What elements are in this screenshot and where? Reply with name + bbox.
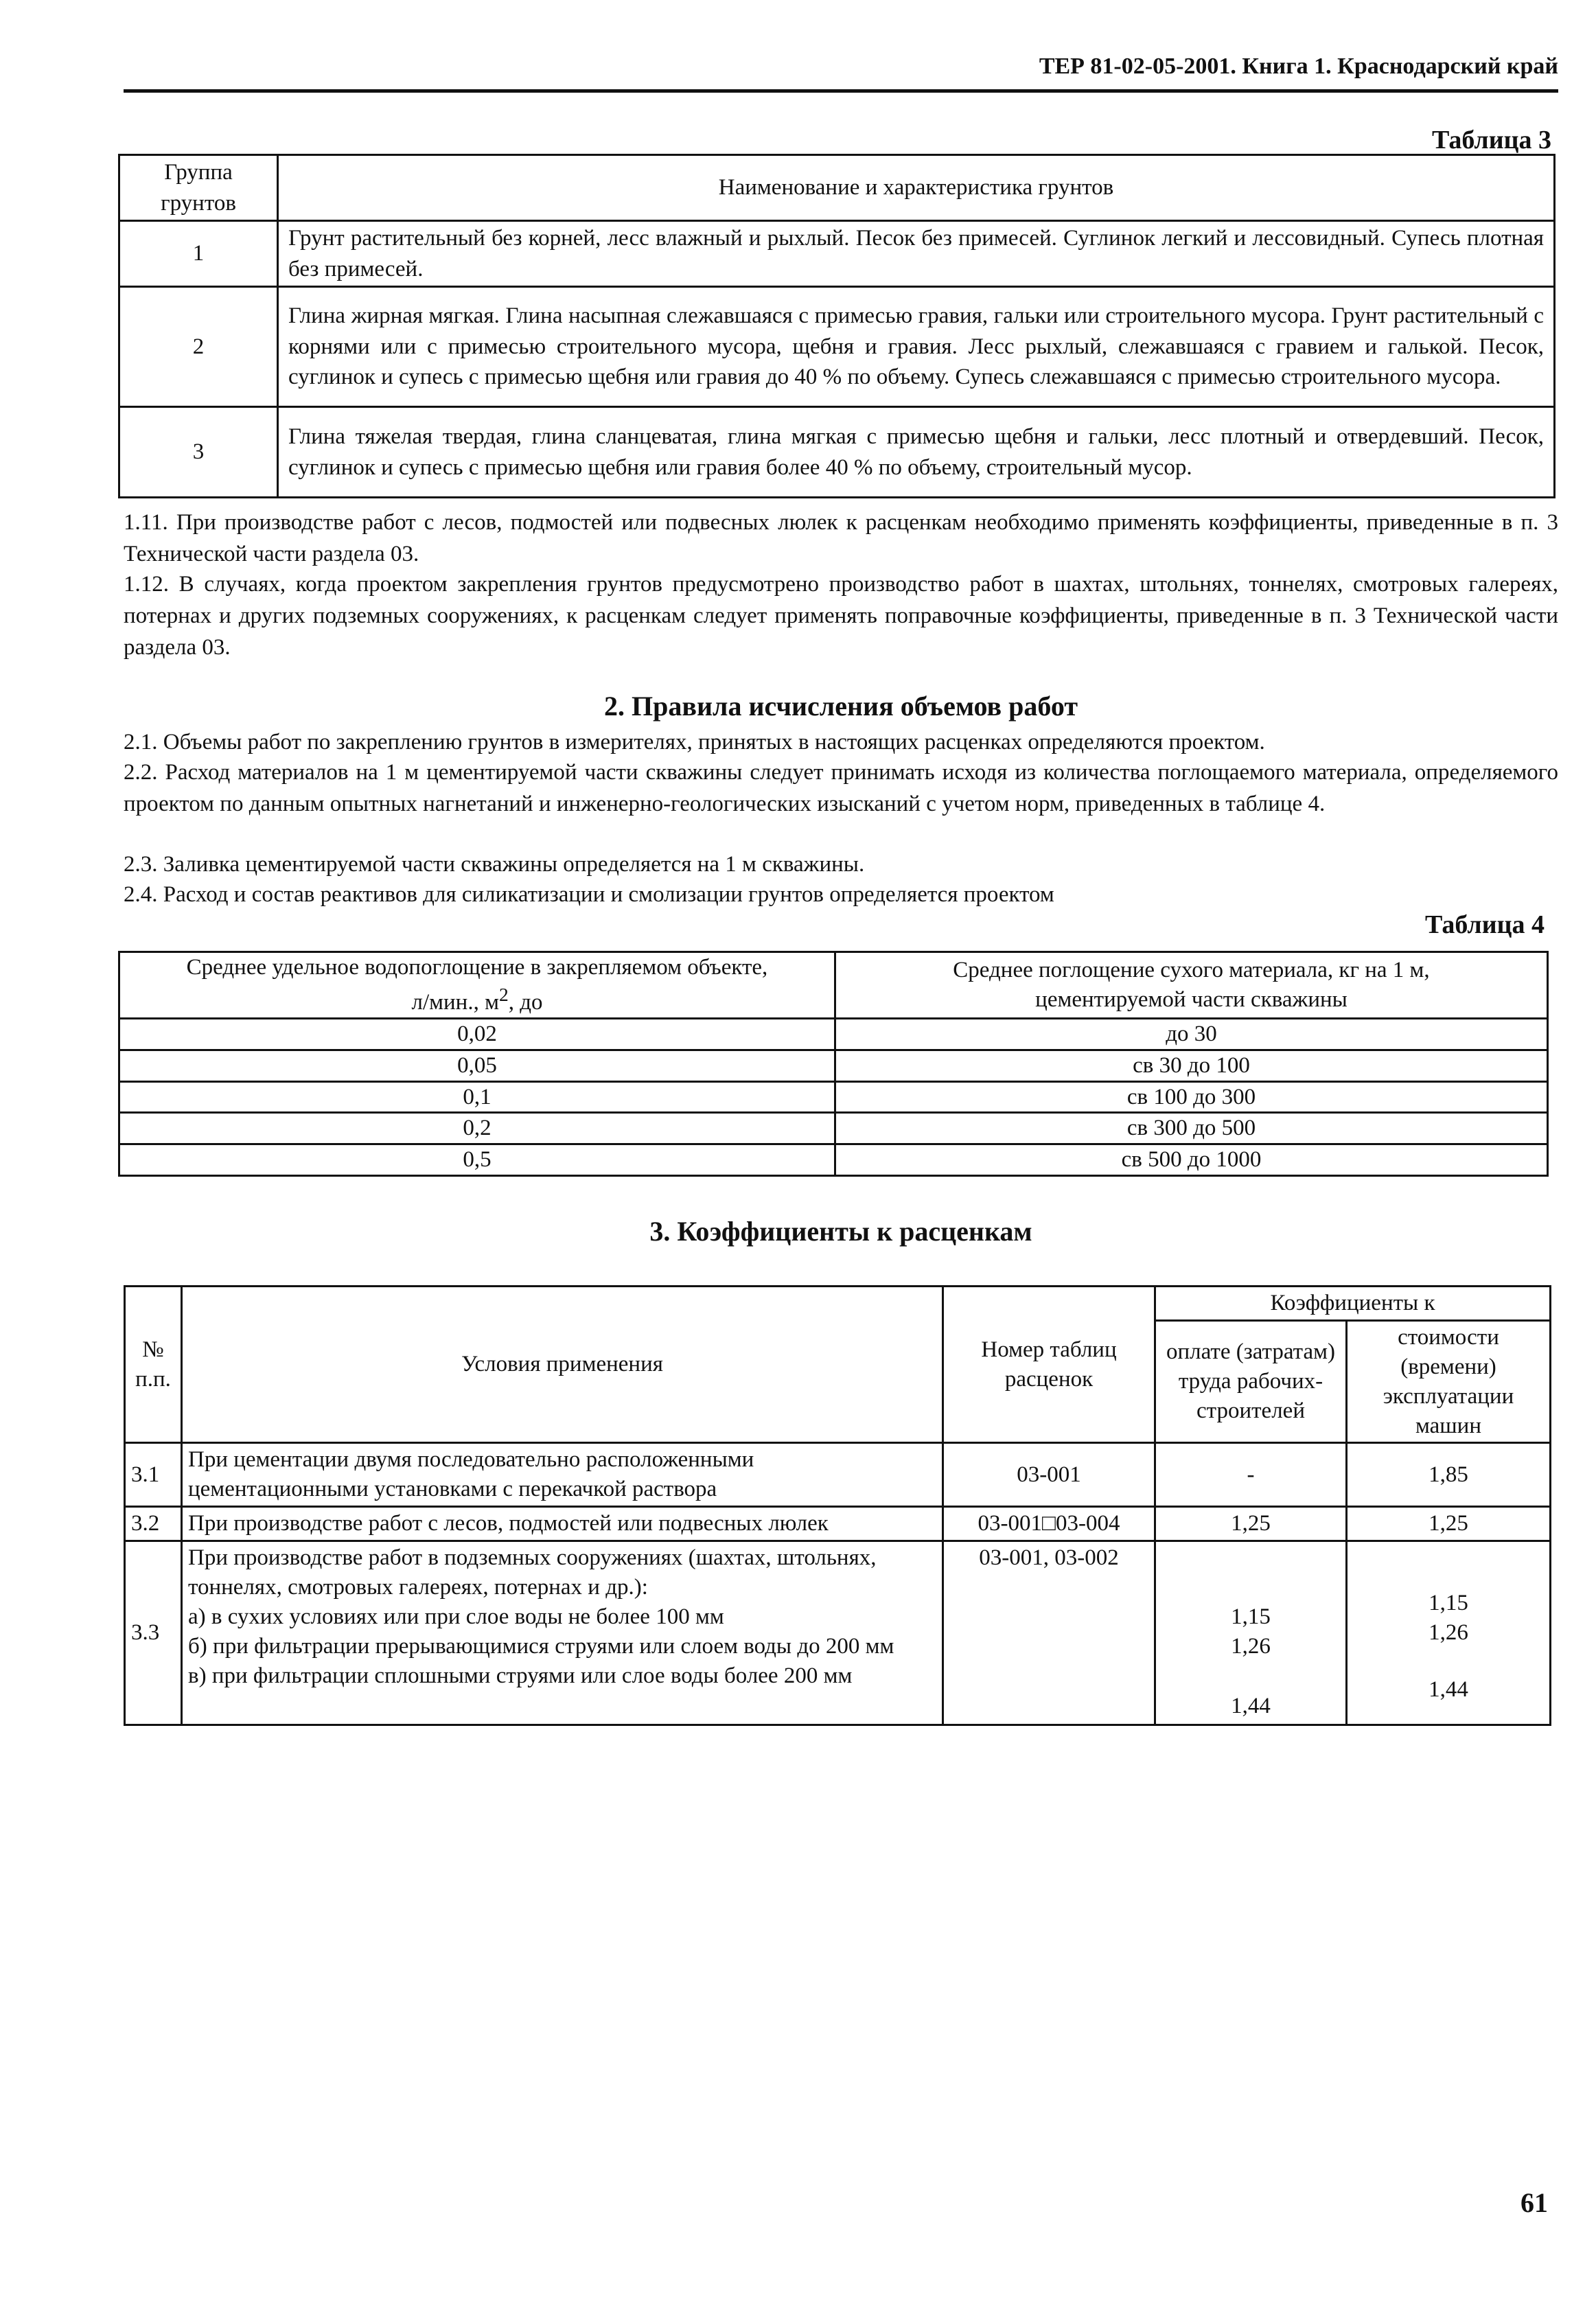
table4 [118, 951, 1549, 1177]
table5-row-machines [1347, 1541, 1551, 1725]
table5-row-labor: 1,25 [1155, 1507, 1347, 1541]
table4-col-material-line2: цементируемой части скважины [1035, 987, 1348, 1012]
table3-col-desc: Наименование и характеристика грунтов [278, 155, 1555, 221]
table5-row-conditions: При цементации двумя последовательно расположенными цементационными установками с перекачкой раствора [182, 1443, 943, 1507]
table5-row-tables: 03-001 [943, 1443, 1155, 1507]
table4-absorption-cell: 0,02 [119, 1018, 835, 1050]
table5-row-labor [1155, 1541, 1347, 1725]
table4-col-material [835, 952, 1548, 1019]
table5-row-num: 3.3 [125, 1541, 182, 1725]
table4-col-absorption-line1: Среднее удельное водопоглощение в закрепляемом объекте, [186, 955, 768, 980]
table5-row-conditions [182, 1541, 943, 1725]
table4-material-cell: св 500 до 1000 [835, 1144, 1548, 1176]
running-header: ТЕР 81-02-05-2001. Книга 1. Краснодарский край [1039, 54, 1558, 79]
table5-r3-condition-c: в) при фильтрации сплошными струями или слое воды более 200 мм [188, 1663, 853, 1688]
paragraph-1-11: 1.11. При производстве работ с лесов, подмостей или подвесных люлек к расценкам необходимо применять коэффициенты, приведенные в п. 3 Технической части раздела 03. [124, 510, 1558, 566]
paragraph-2-1: 2.1. Объемы работ по закреплению грунтов в измерителях, принятых в настоящих расценках определяются проектом. [124, 730, 1265, 754]
table5-row-conditions: При производстве работ с лесов, подмостей или подвесных люлек [182, 1507, 943, 1541]
table4-col-material-line1: Среднее поглощение сухого материала, кг на 1 м, [953, 958, 1430, 982]
table3-group-cell: 2 [119, 287, 278, 407]
table4-unit-superscript: 2 [498, 983, 509, 1005]
table5-r3-machines-c: 1,44 [1429, 1676, 1468, 1702]
table5-row-num: 3.2 [125, 1507, 182, 1541]
table5-col-labor: оплате (затратам) труда рабочих-строителей [1155, 1320, 1347, 1443]
table4-material-cell: до 30 [835, 1018, 1548, 1050]
table5-col-coefficients: Коэффициенты к [1155, 1287, 1551, 1321]
table5-col-conditions: Условия применения [182, 1287, 943, 1443]
table5-r3-labor-b: 1,26 [1231, 1634, 1271, 1659]
table5-col-num: № п.п. [125, 1287, 182, 1443]
table3-group-cell: 1 [119, 221, 278, 287]
table4-absorption-cell: 0,2 [119, 1113, 835, 1144]
table3-desc-cell: Глина тяжелая твердая, глина сланцеватая, глина мягкая с примесью щебня и гальки, лесс плотный и отвердевший. Песок, суглинок и супесь с примесью щебня или гравия более 40 % по объему, строительный мусор. [278, 407, 1555, 498]
table4-col-absorption-unit: л/мин., м [411, 989, 499, 1015]
section-2-title: 2. Правила исчисления объемов работ [604, 691, 1078, 722]
section-3-title: 3. Коэффициенты к расценкам [649, 1216, 1032, 1247]
header-rule [124, 89, 1558, 93]
table5-row-machines: 1,25 [1347, 1507, 1551, 1541]
table5-r3-condition-main: При производстве работ в подземных сооружениях (шахтах, штольнях, тоннелях, смотровых галереях, потернах и др.): [188, 1545, 877, 1600]
table3-group-cell: 3 [119, 407, 278, 498]
page-number: 61 [1520, 2187, 1548, 2218]
table4-absorption-cell: 0,5 [119, 1144, 835, 1176]
table5-r3-machines-a: 1,15 [1429, 1591, 1468, 1616]
table5-row-labor: - [1155, 1443, 1347, 1507]
paragraph-2-3: 2.3. Заливка цементируемой части скважины определяется на 1 м скважины. [124, 852, 865, 877]
table3-desc-cell: Грунт растительный без корней, лесс влажный и рыхлый. Песок без примесей. Суглинок легкий и лессовидный. Супесь плотная без примесей. [278, 221, 1555, 287]
table4-absorption-cell: 0,1 [119, 1081, 835, 1113]
table5-row-tables: 03-001, 03-002 [943, 1541, 1155, 1725]
table4-material-cell: св 30 до 100 [835, 1050, 1548, 1081]
table5-r3-machines-b: 1,26 [1429, 1620, 1468, 1646]
table4-material-cell: св 300 до 500 [835, 1113, 1548, 1144]
paragraph-1-12: 1.12. В случаях, когда проектом закрепления грунтов предусмотрено производство работ в шахтах, штольнях, тоннелях, смотровых галереях, потернах и других подземных сооружениях, к расценкам следует применять поправочные коэффициенты, приведенные в п. 3 Технической части раздела 03. [124, 572, 1558, 660]
table5 [124, 1285, 1551, 1726]
table5-r3-labor-c: 1,44 [1231, 1693, 1271, 1718]
table3-col-group: Группа грунтов [119, 155, 278, 221]
table3-caption: Таблица 3 [1431, 126, 1551, 154]
table5-r3-condition-b: б) при фильтрации прерывающимися струями или слоем воды до 200 мм [188, 1633, 894, 1659]
table5-col-tables: Номер таблиц расценок [943, 1287, 1155, 1443]
table5-row-num: 3.1 [125, 1443, 182, 1507]
table5-row-machines: 1,85 [1347, 1443, 1551, 1507]
table4-col-absorption [119, 952, 835, 1019]
table4-col-absorption-suffix: , до [508, 989, 543, 1015]
table3 [118, 154, 1555, 498]
paragraph-2-4: 2.4. Расход и состав реактивов для силикатизации и смолизации грунтов определяется проектом [124, 882, 1054, 907]
table5-col-machines: стоимости (времени) эксплуатации машин [1347, 1320, 1551, 1443]
paragraph-2-2: 2.2. Расход материалов на 1 м цементируемой части скважины следует принимать исходя из количества поглощаемого материала, определяемого проектом по данным опытных нагнетаний и инженерно-геологических изысканий с учетом норм, приведенных в таблице 4. [124, 760, 1558, 816]
table5-r3-labor-a: 1,15 [1231, 1604, 1271, 1630]
table4-absorption-cell: 0,05 [119, 1050, 835, 1081]
table3-desc-cell: Глина жирная мягкая. Глина насыпная слежавшаяся с примесью гравия, гальки или строительного мусора. Грунт растительный с корнями или с примесью строительного мусора, щебня и гравия. Лесс рыхлый, слежавшаяся с гравием и галькой. Песок, суглинок и супесь с примесью щебня или гравия до 40 % по объему. Супесь слежавшаяся с примесью строительного мусора. [278, 287, 1555, 407]
table4-material-cell: св 100 до 300 [835, 1081, 1548, 1113]
table5-r3-condition-a: а) в сухих условиях или при слое воды не более 100 мм [188, 1604, 724, 1629]
table5-row-tables: 03-001□03-004 [943, 1507, 1155, 1541]
table4-caption: Таблица 4 [1424, 910, 1545, 939]
